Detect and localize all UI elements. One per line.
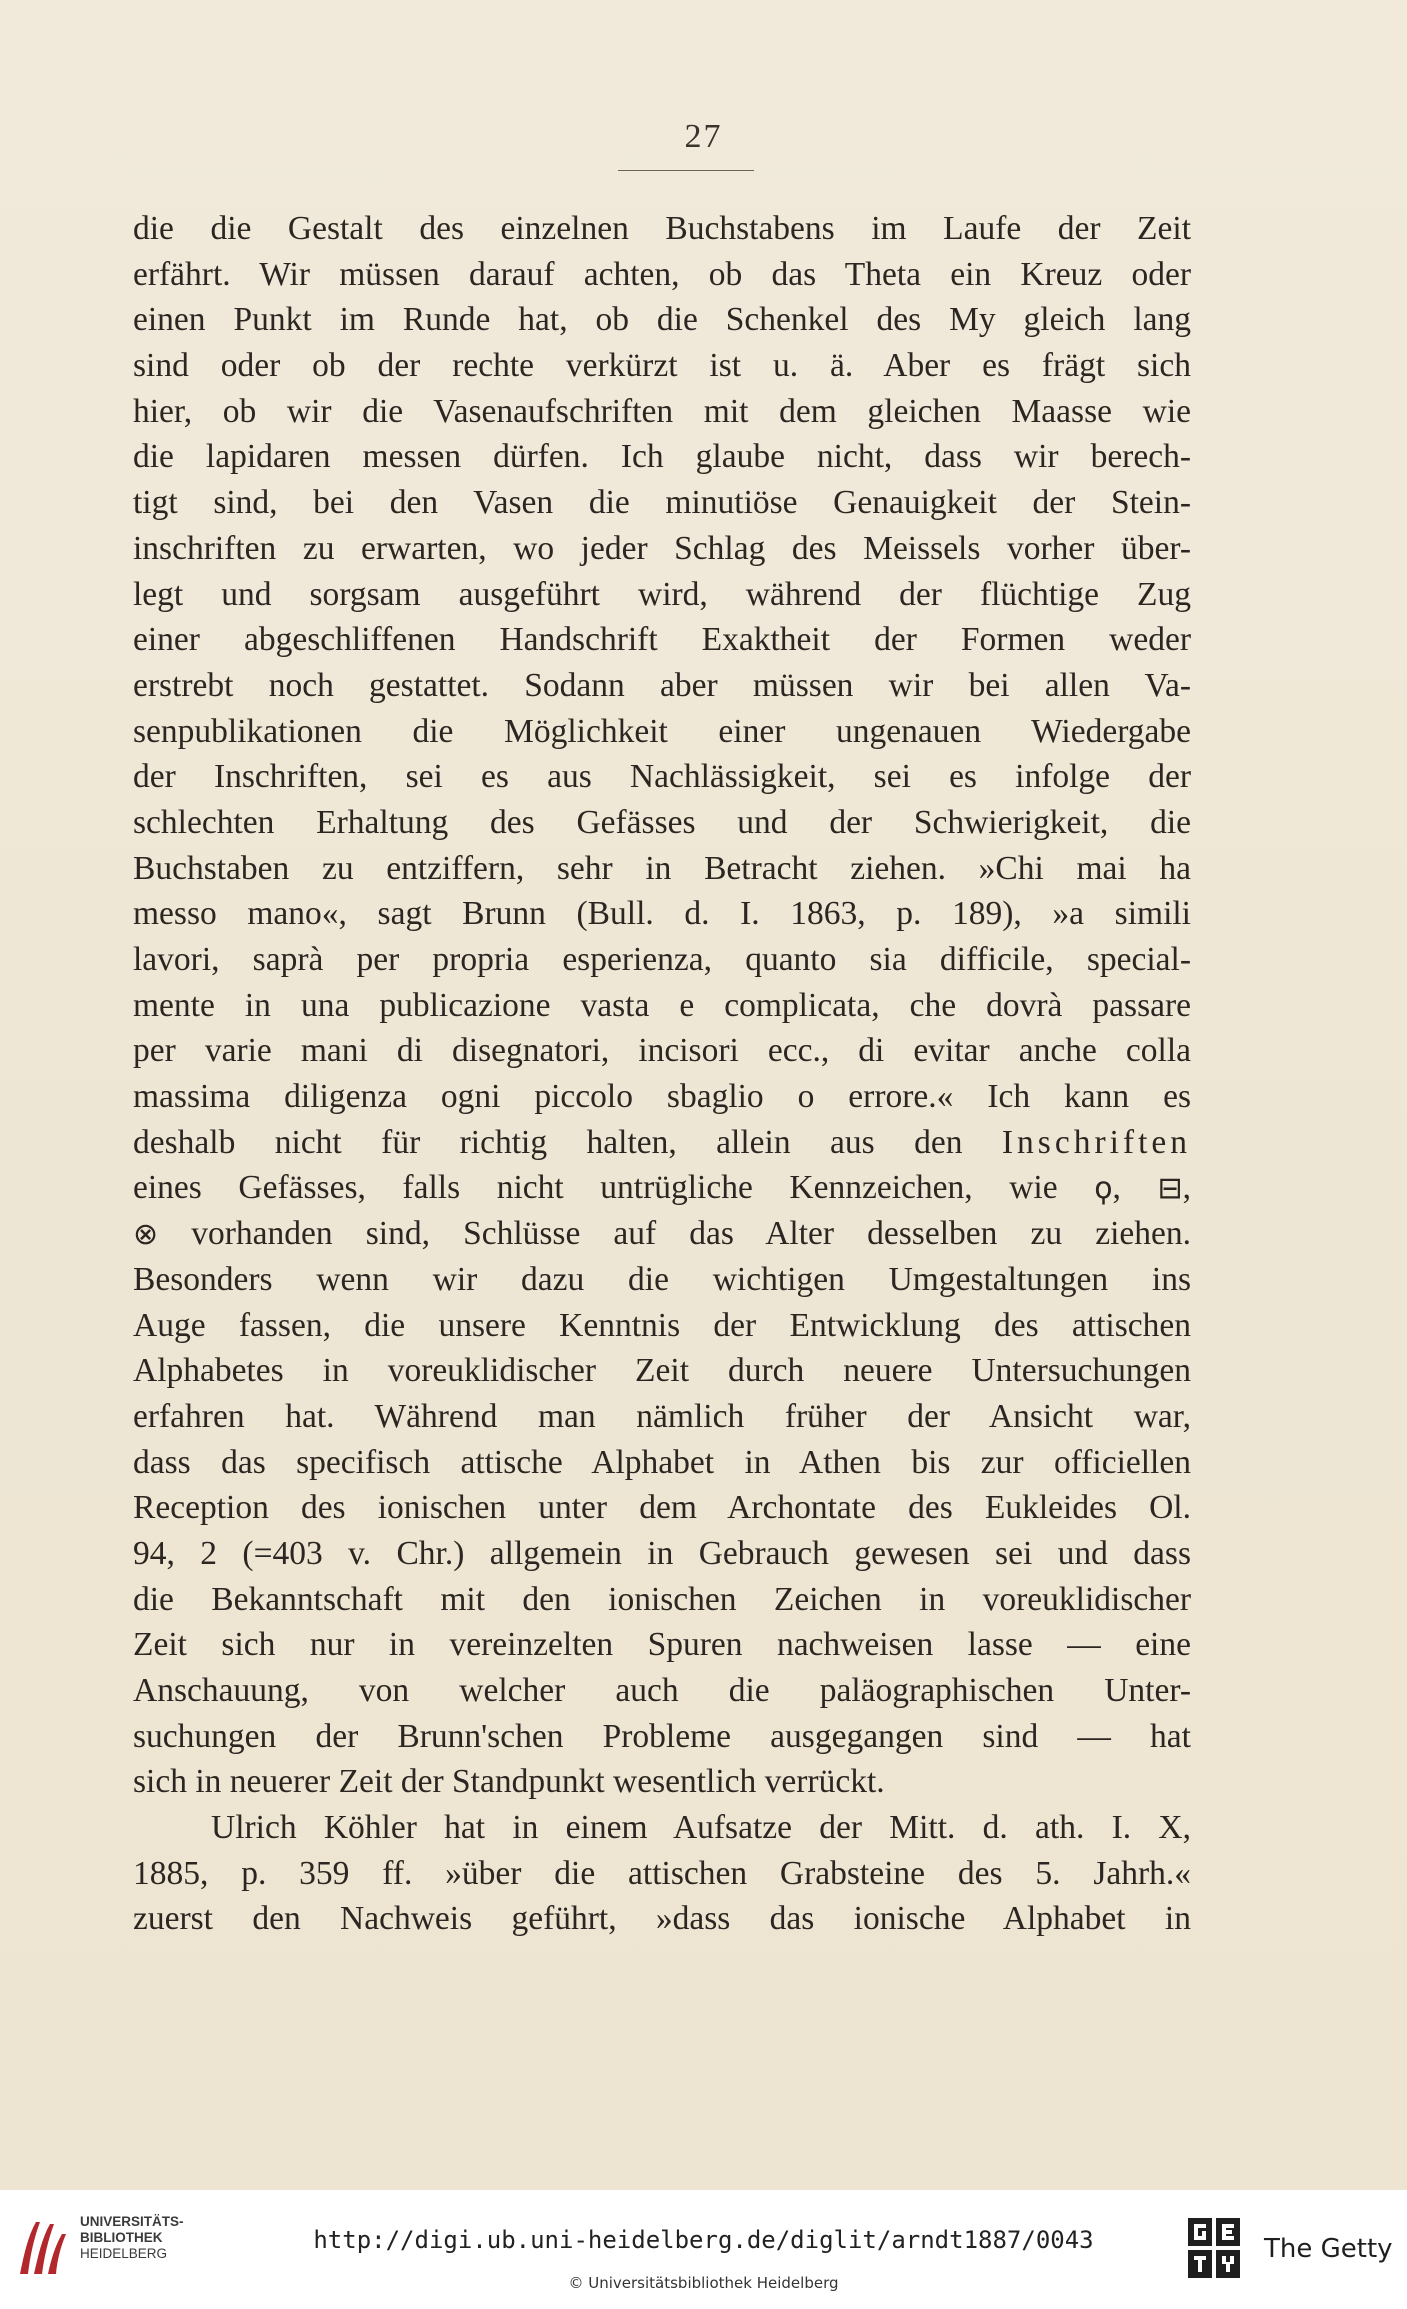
text-line: hier, ob wir die Vasenaufschriften mit dem gleichen Maasse wie (133, 392, 1191, 430)
line-text: , (1112, 1169, 1121, 1207)
text-line (133, 1165, 1191, 1211)
copyright-notice: © Universitätsbibliothek Heidelberg (568, 2274, 839, 2292)
uni-name-line: BIBLIOTHEK (80, 2230, 163, 2245)
text-line: mente in una publicazione vasta e complicata, che dovrà passare (133, 986, 1191, 1024)
getty-partner-name: The Getty (1264, 2234, 1393, 2264)
text-line: schlechten Erhaltung des Gefässes und der Schwierigkeit, die (133, 803, 1191, 841)
text-line: einen Punkt im Runde hat, ob die Schenkel des My gleich lang (133, 301, 1191, 339)
text-line: Zeit sich nur in vereinzelten Spuren nachweisen lasse — eine (133, 1626, 1191, 1664)
text-line: legt und sorgsam ausgeführt wird, während der flüchtige Zug (133, 575, 1191, 613)
spaced-word: Inschriften (1001, 1123, 1191, 1161)
text-line: dass das specifisch attische Alphabet in Athen bis zur officiellen (133, 1443, 1191, 1481)
line-text: eines Gefässes, falls nicht untrügliche Kennzeichen, wie (133, 1169, 1058, 1207)
text-line: inschriften zu erwarten, wo jeder Schlag des Meissels vorher über- (133, 529, 1191, 567)
text-line: lavori, saprà per propria esperienza, quanto sia difficile, special- (133, 941, 1191, 978)
text-line: einer abgeschliffenen Handschrift Exaktheit der Formen weder (133, 621, 1191, 659)
page-number-rule (618, 170, 754, 171)
text-line: erfährt. Wir müssen darauf achten, ob das Theta ein Kreuz oder (133, 255, 1191, 293)
text-line: 1885, p. 359 ff. »über die attischen Grabsteine des 5. Jahrh.« (133, 1854, 1191, 1892)
paragraph-start-line: Ulrich Köhler hat in einem Aufsatze der Mitt. d. ath. I. X, (211, 1809, 1191, 1847)
text-line: massima diligenza ogni piccolo sbaglio o errore.« Ich kann es (133, 1078, 1191, 1116)
text-line: suchungen der Brunn'schen Probleme ausgegangen sind — hat (133, 1717, 1191, 1755)
text-line: die lapidaren messen dürfen. Ich glaube nicht, dass wir berech- (133, 438, 1191, 476)
koppa-glyph: ϙ (1094, 1171, 1113, 1207)
getty-logo-icon (1186, 2216, 1242, 2280)
text-line (133, 1211, 1191, 1257)
text-line: tigt sind, bei den Vasen die minutiöse Genauigkeit der Stein- (133, 484, 1191, 522)
line-text: vorhanden sind, Schlüsse auf das Alter desselben zu ziehen. (191, 1215, 1191, 1253)
page-number: 27 (684, 118, 723, 155)
text-line: Auge fassen, die unsere Kenntnis der Entwicklung des attischen (133, 1306, 1191, 1344)
text-line: messo mano«, sagt Brunn (Bull. d. I. 1863, p. 189), »a simili (133, 895, 1191, 933)
line-text: , (1182, 1169, 1192, 1207)
text-line: Besonders wenn wir dazu die wichtigen Umgestaltungen ins (133, 1260, 1191, 1298)
line-text: deshalb nicht für richtig halten, allein aus den (133, 1123, 963, 1161)
text-line: sind oder ob der rechte verkürzt ist u. ä. Aber es frägt sich (133, 347, 1191, 385)
text-line (133, 1120, 1191, 1166)
text-line: Reception des ionischen unter dem Archontate des Eukleides Ol. (133, 1489, 1191, 1527)
heta-glyph: ⊟ (1157, 1171, 1183, 1207)
text-line: Buchstaben zu entziffern, sehr in Betracht ziehen. »Chi mai ha (133, 849, 1191, 887)
text-line: die die Gestalt des einzelnen Buchstabens im Laufe der Zeit (133, 210, 1191, 247)
text-line: erstrebt noch gestattet. Sodann aber müssen wir bei allen Va- (133, 666, 1191, 704)
text-line: per varie mani di disegnatori, incisori ecc., di evitar anche colla (133, 1032, 1191, 1070)
footer-bar (0, 2190, 1407, 2309)
permalink-url[interactable]: http://digi.ub.uni-heidelberg.de/diglit/arndt1887/0043 (313, 2226, 1094, 2254)
body-text (133, 206, 1191, 1942)
paragraph-end-line: sich in neuerer Zeit der Standpunkt wesentlich verrückt. (133, 1763, 885, 1801)
text-line: erfahren hat. Während man nämlich früher der Ansicht war, (133, 1397, 1191, 1435)
text-line: senpublikationen die Möglichkeit einer ungenauen Wiedergabe (133, 712, 1191, 750)
text-line: die Bekanntschaft mit den ionischen Zeichen in voreuklidischer (133, 1580, 1191, 1618)
uni-name-line: UNIVERSITÄTS- (80, 2214, 184, 2229)
text-line: zuerst den Nachweis geführt, »dass das ionische Alphabet in (133, 1900, 1191, 1938)
text-line: der Inschriften, sei es aus Nachlässigkeit, sei es infolge der (133, 758, 1191, 796)
theta-glyph: ⊗ (133, 1217, 159, 1253)
text-line: Anschauung, von welcher auch die paläographischen Unter- (133, 1672, 1191, 1709)
uni-name-line: HEIDELBERG (80, 2246, 168, 2261)
text-line: Alphabetes in voreuklidischer Zeit durch neuere Untersuchungen (133, 1352, 1191, 1390)
text-line: 94, 2 (=403 v. Chr.) allgemein in Gebrauch gewesen sei und dass (133, 1534, 1191, 1572)
